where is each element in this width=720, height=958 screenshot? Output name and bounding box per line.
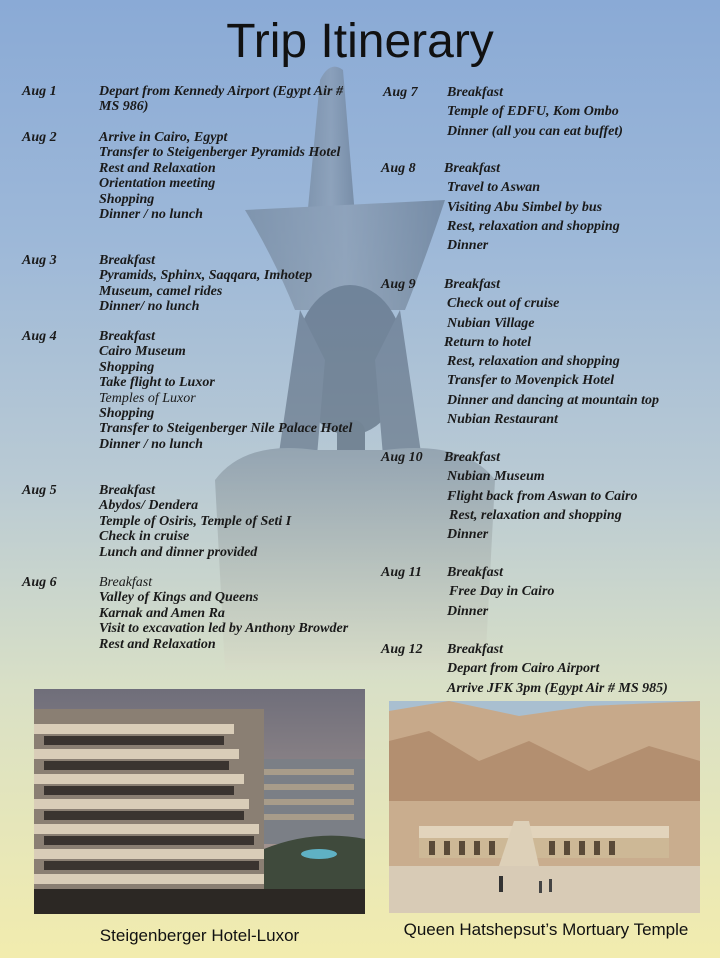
temple-photo (389, 701, 700, 913)
day-date: Aug 8 (381, 161, 416, 176)
activity: Valley of Kings and Queens (99, 590, 259, 606)
activity: Flight back from Aswan to Cairo (447, 488, 638, 504)
activity: Transfer to Steigenberger Pyramids Hotel (99, 145, 341, 161)
day-date: Aug 3 (22, 253, 57, 268)
activity: Abydos/ Dendera (99, 498, 199, 514)
day-date: Aug 9 (381, 277, 416, 292)
activity: Dinner / no lunch (99, 436, 203, 452)
activity: Transfer to Steigenberger Nile Palace Hotel (99, 421, 353, 437)
activity: Breakfast (444, 277, 500, 292)
activity: Rest and Relaxation (99, 160, 216, 176)
activity: Breakfast (99, 575, 153, 590)
activity: Shopping (99, 406, 155, 422)
activity: Lunch and dinner provided (99, 544, 258, 560)
day-date: Aug 11 (381, 565, 422, 580)
activity: Breakfast (447, 642, 503, 657)
activity: Travel to Aswan (447, 180, 541, 196)
activity: Check in cruise (99, 529, 190, 545)
page-title: Trip Itinerary (226, 15, 494, 68)
day-date: Aug 6 (22, 575, 57, 590)
activity: Breakfast (444, 161, 500, 176)
activity: Karnak and Amen Ra (99, 605, 225, 621)
activity: Dinner (all you can eat buffet) (447, 123, 623, 139)
activity: Dinner and dancing at mountain top (447, 392, 660, 408)
activity: Arrive JFK 3pm (Egypt Air # MS 985) (447, 680, 668, 696)
activity: Breakfast (99, 253, 155, 268)
activity: Shopping (99, 359, 155, 375)
activity: Depart from Cairo Airport (447, 661, 600, 677)
activity: Take flight to Luxor (99, 375, 215, 391)
activity: Rest and Relaxation (99, 636, 216, 652)
activity: Dinner (447, 238, 489, 254)
activity: Shopping (99, 191, 155, 207)
day-date: Aug 7 (383, 85, 418, 100)
activity: Dinner (447, 527, 489, 543)
activity: Breakfast (444, 450, 500, 465)
activity: Temple of EDFU, Kom Ombo (447, 104, 619, 120)
activity: Orientation meeting (99, 176, 216, 192)
day-date: Aug 12 (381, 642, 423, 657)
activity: Arrive in Cairo, Egypt (99, 130, 228, 145)
activity: Visiting Abu Simbel by bus (447, 199, 603, 215)
activity: Cairo Museum (99, 344, 186, 360)
day-date: Aug 5 (22, 483, 57, 498)
activity: Check out of cruise (447, 296, 560, 312)
day-date: Aug 4 (22, 329, 57, 344)
hotel-photo (34, 689, 365, 914)
hotel-caption: Steigenberger Hotel-Luxor (99, 926, 300, 945)
activity: Free Day in Cairo (449, 584, 555, 600)
activity: Nubian Restaurant (447, 412, 558, 428)
activity: Dinner (447, 603, 489, 619)
day-date: Aug 10 (381, 450, 423, 465)
temple-caption: Queen Hatshepsut’s Mortuary Temple (403, 920, 689, 939)
activity: Temple of Osiris, Temple of Seti I (99, 513, 292, 529)
activity: Dinner/ no lunch (99, 299, 200, 315)
activity: Depart from Kennedy Airport (Egypt Air # MS 986) (99, 84, 343, 115)
activity: Return to hotel (444, 334, 532, 350)
activity: Nubian Museum (447, 469, 545, 485)
day-date: Aug 2 (22, 130, 57, 145)
activity: Rest, relaxation and shopping (447, 354, 620, 370)
activity: Breakfast (447, 565, 503, 580)
activity: Dinner / no lunch (99, 207, 203, 223)
activity: Breakfast (99, 483, 155, 498)
activity: Nubian Village (447, 315, 535, 331)
activity: Breakfast (99, 329, 155, 344)
activity: Pyramids, Sphinx, Saqqara, Imhotep Museum, camel rides (99, 268, 313, 299)
activity: Rest, relaxation and shopping (447, 218, 620, 234)
activity: Visit to excavation led by Anthony Browder (99, 621, 349, 637)
activity: Breakfast (447, 85, 503, 100)
activity: Transfer to Movenpick Hotel (447, 373, 615, 389)
day-date: Aug 1 (22, 84, 57, 99)
activity: Temples of Luxor (99, 390, 196, 406)
activity: Rest, relaxation and shopping (449, 507, 622, 523)
